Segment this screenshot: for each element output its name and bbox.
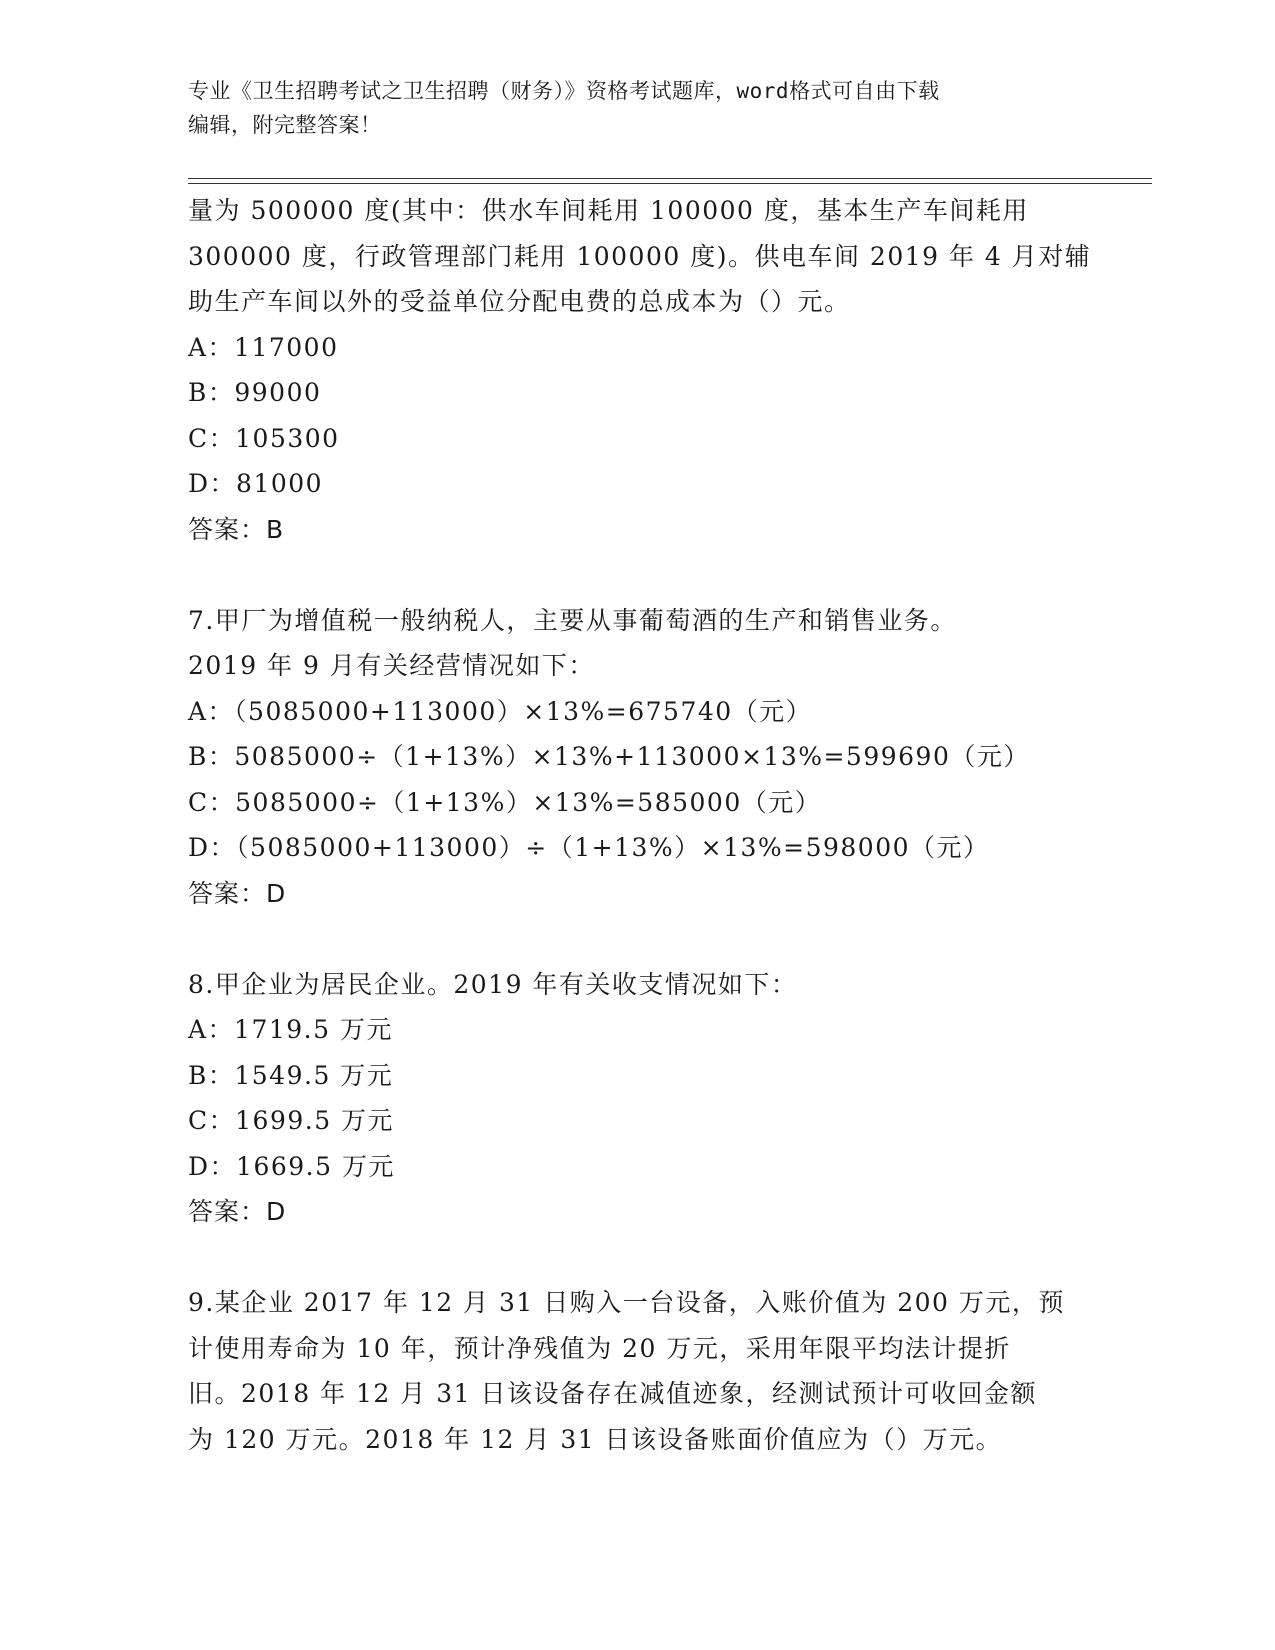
question-stem-line: 为 120 万元。2018 年 12 月 31 日该设备账面价值应为（）万元。 <box>188 1424 1003 1454</box>
option-c: C：5085000÷（1+13%）×13%=585000（元） <box>188 787 822 817</box>
spacer <box>188 916 1088 962</box>
header-line-2: 编辑，附完整答案！ <box>188 113 382 137</box>
header-rule-top <box>188 178 1152 179</box>
question-stem-line: 旧。2018 年 12 月 31 日该设备存在减值迹象，经测试预计可收回金额 <box>188 1379 1037 1408</box>
option-d: D：1669.5 万元 <box>188 1151 395 1181</box>
question-stem-line: 7.甲厂为增值税一般纳税人，主要从事葡萄酒的生产和销售业务。 <box>188 605 957 635</box>
option-b: B：5085000÷（1+13%）×13%+113000×13%=599690（元） <box>188 742 1030 771</box>
question-6 <box>188 188 1092 552</box>
option-d: D：（5085000+113000）÷（1+13%）×13%=598000（元） <box>188 833 990 862</box>
document-header <box>188 74 1088 142</box>
question-9 <box>188 1280 1088 1462</box>
answer-label: 答案：D <box>188 1197 287 1226</box>
option-a: A：117000 <box>188 332 339 362</box>
question-stem-line: 计使用寿命为 10 年，预计净残值为 20 万元，采用年限平均法计提折 <box>188 1333 1011 1363</box>
question-8 <box>188 962 1088 1235</box>
option-b: B：1549.5 万元 <box>188 1060 394 1090</box>
question-stem-line: 助生产车间以外的受益单位分配电费的总成本为（）元。 <box>188 287 851 316</box>
header-rule-bottom <box>188 183 1152 184</box>
spacer <box>188 552 1088 598</box>
answer-label: 答案：D <box>188 878 287 908</box>
option-b: B：99000 <box>188 378 322 407</box>
document-body <box>188 188 1092 1462</box>
spacer <box>188 1235 1088 1281</box>
question-stem-line: 9.某企业 2017 年 12 月 31 日购入一台设备，入账价值为 200 万元，预 <box>188 1288 1065 1317</box>
question-7 <box>188 598 1088 917</box>
option-a: A：（5085000+113000）×13%=675740（元） <box>188 696 813 726</box>
option-c: C：1699.5 万元 <box>188 1106 395 1135</box>
option-a: A：1719.5 万元 <box>188 1015 393 1044</box>
question-stem-line: 量为 500000 度(其中：供水车间耗用 100000 度，基本生产车间耗用 <box>188 196 1029 225</box>
question-stem-line: 300000 度，行政管理部门耗用 100000 度)。供电车间 2019 年 4 月对辅 <box>188 241 1092 271</box>
option-d: D：81000 <box>188 469 324 498</box>
answer-label: 答案：B <box>188 514 285 544</box>
question-stem-line: 8.甲企业为居民企业。2019 年有关收支情况如下： <box>188 969 798 999</box>
header-line-1: 专业《卫生招聘考试之卫生招聘（财务）》资格考试题库，word格式可自由下载 <box>188 79 940 103</box>
question-stem-line: 2019 年 9 月有关经营情况如下： <box>188 651 595 680</box>
option-c: C：105300 <box>188 423 340 453</box>
